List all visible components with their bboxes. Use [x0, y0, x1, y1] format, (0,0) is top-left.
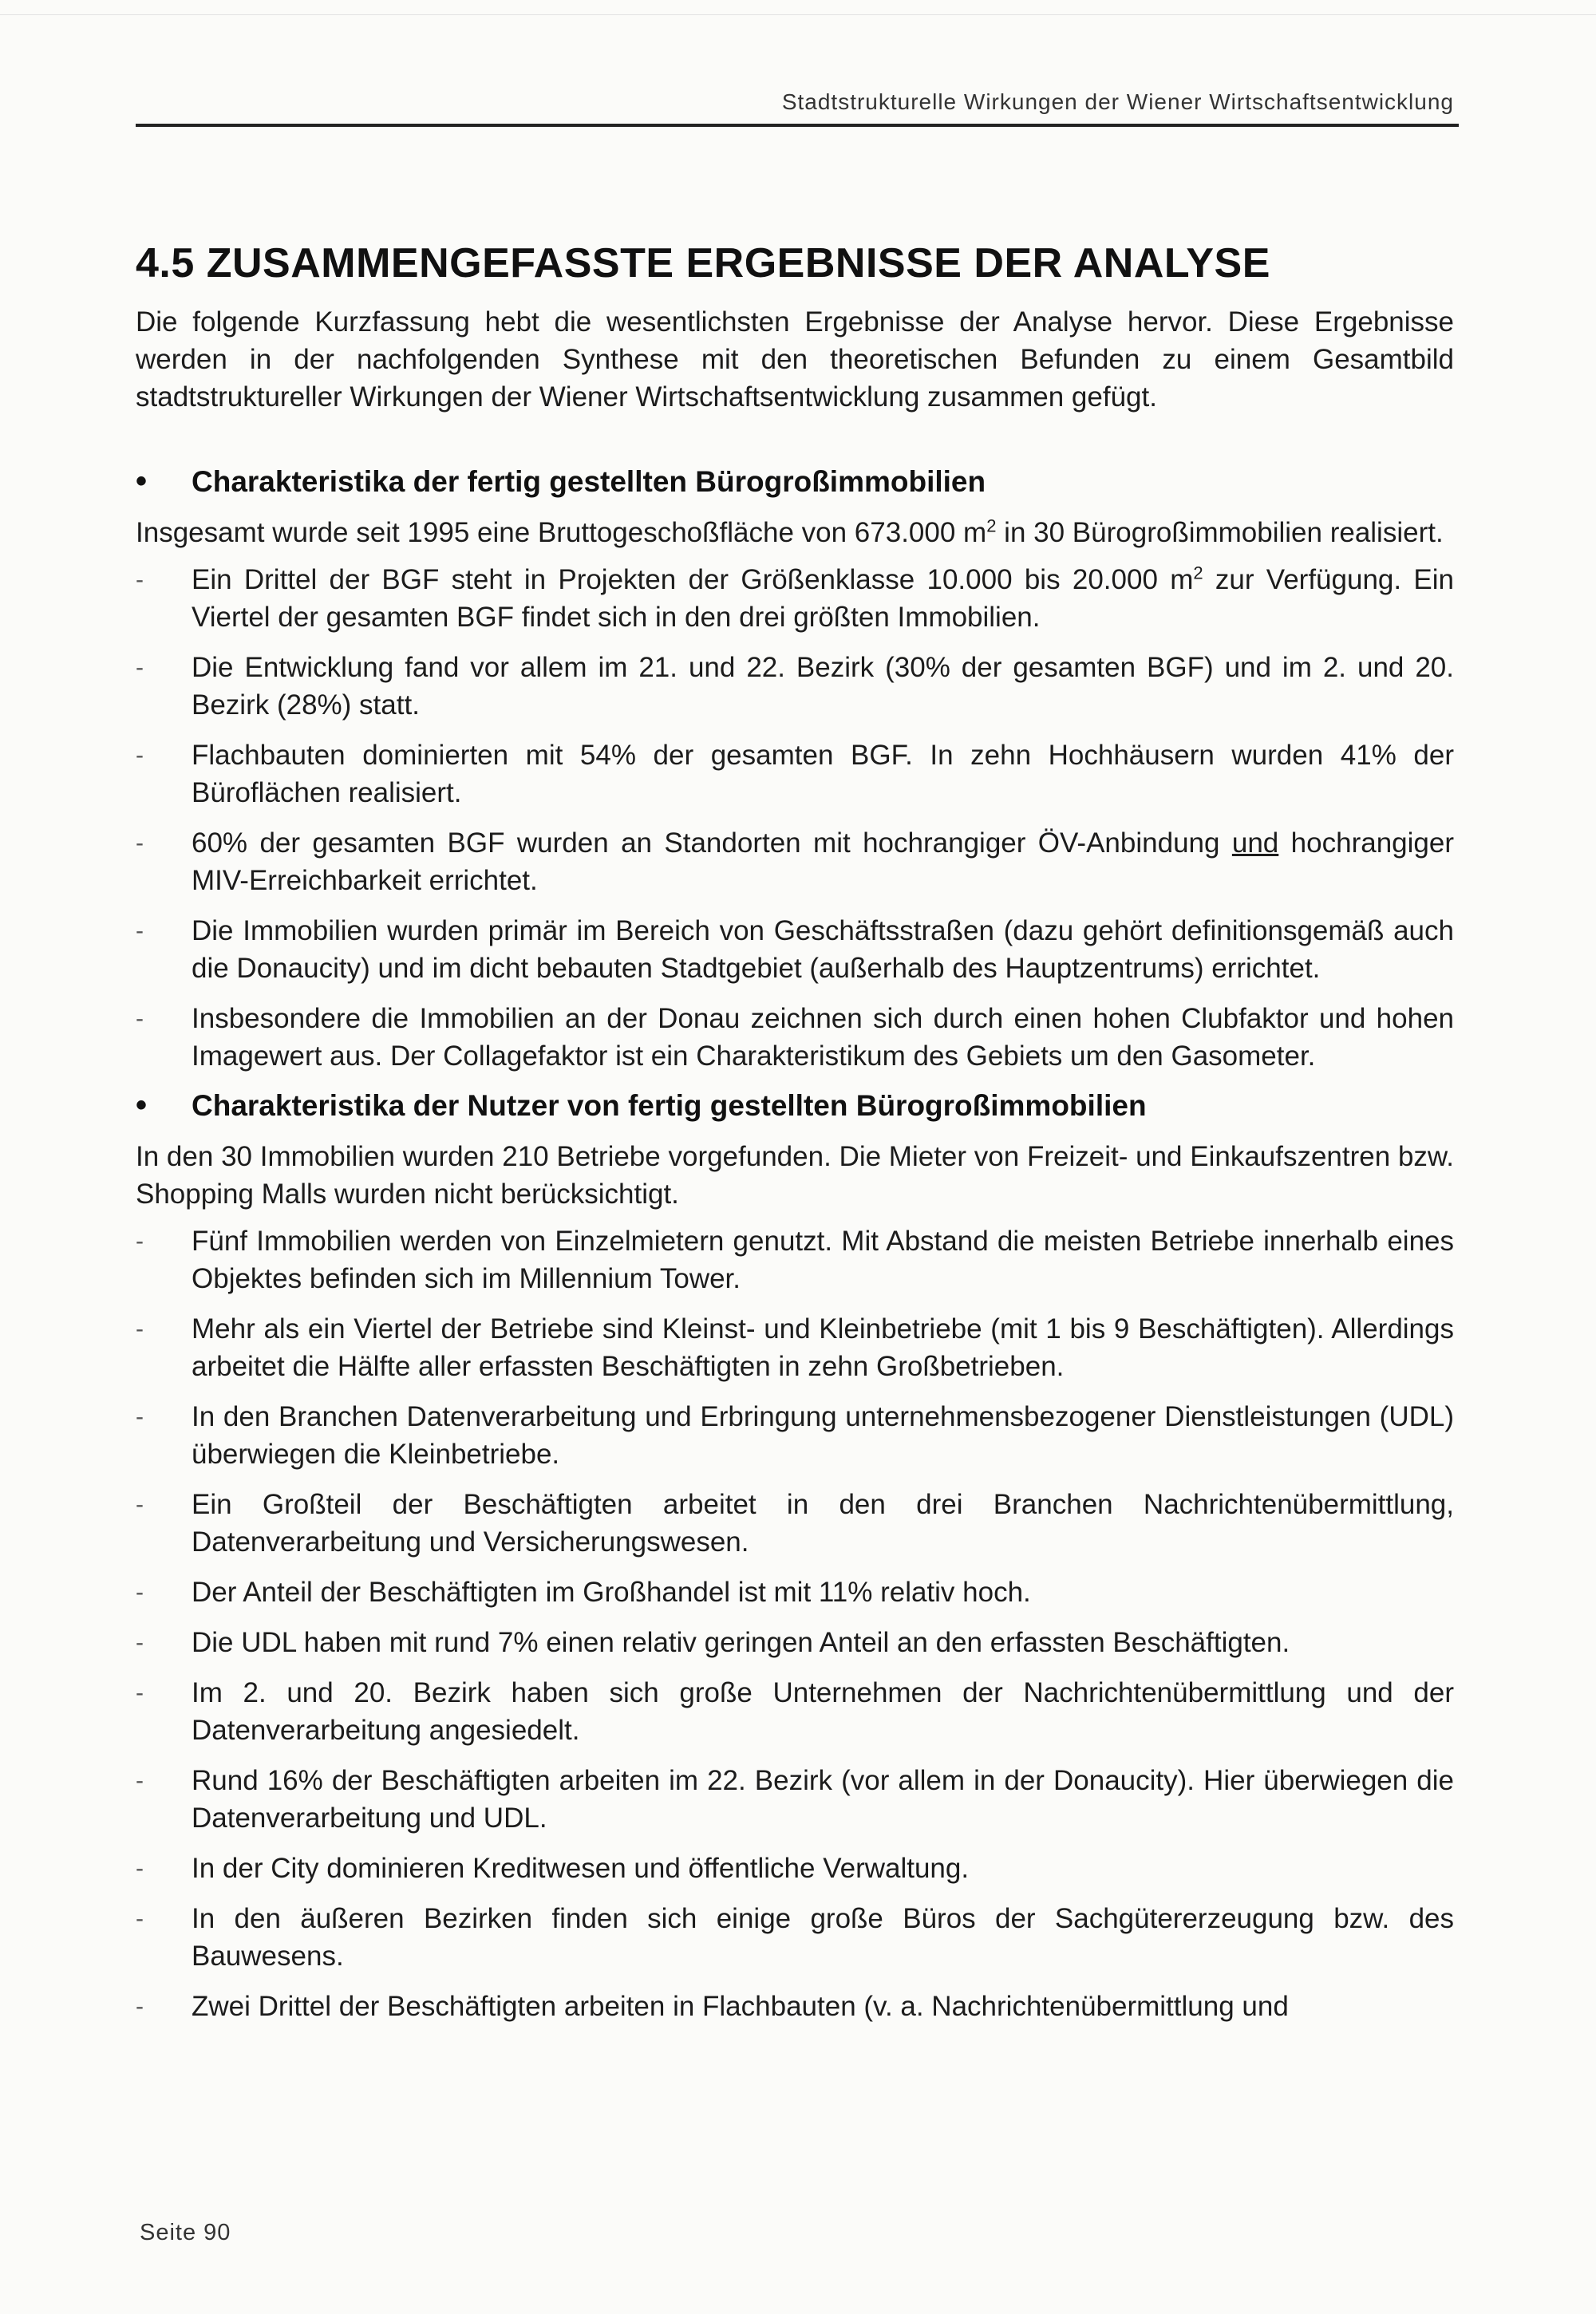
list-item-text: Im 2. und 20. Bezirk haben sich große Unternehmen der Nachrichtenübermittlung und der Datenverarbeitung angesiedelt. — [192, 1677, 1454, 1746]
dash-icon: - — [136, 1767, 144, 1794]
block1-lead: Insgesamt wurde seit 1995 eine Bruttogeschoßfläche von 673.000 $m^2$ in 30 Bürogroßimmobilien realisiert. — [136, 515, 1444, 548]
block1-heading — [136, 464, 1454, 500]
list-item-text: Mehr als ein Viertel der Betriebe sind Kleinst- und Kleinbetriebe (mit 1 bis 9 Beschäftigten). Allerdings arbeitet die Hälfte aller erfassten Beschäftigten in zehn Großbetrieben. — [192, 1313, 1454, 1382]
dash-icon: - — [136, 1491, 144, 1518]
page-number: Seite 90 — [140, 2220, 231, 2245]
list-item — [136, 649, 1454, 724]
list-item-text: In der City dominieren Kreditwesen und öffentliche Verwaltung. — [192, 1853, 970, 1884]
list-item — [136, 1624, 1454, 1661]
bullet-icon: • — [136, 464, 148, 499]
block1-list — [136, 561, 1454, 1075]
list-item-text: Flachbauten dominierten mit 54% der gesamten BGF. In zehn Hochhäusern wurden 41% der Büroflächen realisiert. — [192, 740, 1454, 808]
block2-heading — [136, 1088, 1454, 1123]
running-header: Stadtstrukturelle Wirkungen der Wiener Wirtschaftsentwicklung — [781, 89, 1454, 114]
block2-lead: In den 30 Immobilien wurden 210 Betriebe vorgefunden. Die Mieter von Freizeit- und Einkaufszentren bzw. Shopping Malls wurden nicht berücksichtigt. — [136, 1141, 1454, 1210]
list-item-text: Der Anteil der Beschäftigten im Großhandel ist mit 11% relativ hoch. — [192, 1577, 1031, 1608]
list-item — [136, 1850, 1454, 1887]
dash-icon: - — [136, 1629, 144, 1656]
list-item — [136, 1000, 1454, 1075]
list-item-text: 60% der gesamten BGF wurden an Standorten mit hochrangiger ÖV-Anbindung und hochrangiger MIV-Erreichbarkeit errichtet. — [192, 827, 1454, 896]
list-item — [136, 824, 1454, 899]
header-rule — [136, 124, 1459, 127]
dash-icon: - — [136, 567, 144, 593]
dash-icon: - — [136, 1855, 144, 1882]
block2-list — [136, 1222, 1454, 2025]
list-item-text: In den Branchen Datenverarbeitung und Erbringung unternehmensbezogener Dienstleistungen (UDL) überwiegen die Kleinbetriebe. — [192, 1401, 1454, 1470]
dash-icon: - — [136, 1005, 144, 1032]
list-item — [136, 1398, 1454, 1473]
dash-icon: - — [136, 1228, 144, 1254]
list-item — [136, 1762, 1454, 1837]
list-item-text: In den äußeren Bezirken finden sich einige große Büros der Sachgütererzeugung bzw. des Bauwesens. — [192, 1903, 1454, 1972]
scan-edge-line — [0, 14, 1596, 15]
dash-icon: - — [136, 1316, 144, 1342]
dash-icon: - — [136, 1680, 144, 1706]
list-item-text: Fünf Immobilien werden von Einzelmietern genutzt. Mit Abstand die meisten Betriebe innerhalb eines Objektes befinden sich im Millennium Tower. — [192, 1226, 1454, 1294]
list-item-text: Insbesondere die Immobilien an der Donau zeichnen sich durch einen hohen Clubfaktor und hohen Imagewert aus. Der Collagefaktor ist ein Charakteristikum des Gebiets um den Gasometer. — [192, 1003, 1454, 1072]
list-item — [136, 912, 1454, 987]
dash-icon: - — [136, 1905, 144, 1932]
list-item — [136, 561, 1454, 636]
list-item — [136, 1900, 1454, 1975]
list-item — [136, 1310, 1454, 1385]
dash-icon: - — [136, 918, 144, 944]
list-item-text: Die UDL haben mit rund 7% einen relativ geringen Anteil an den erfassten Beschäftigten. — [192, 1627, 1290, 1658]
bullet-icon: • — [136, 1088, 148, 1123]
list-item — [136, 1222, 1454, 1297]
dash-icon: - — [136, 1404, 144, 1430]
intro-paragraph: Die folgende Kurzfassung hebt die wesentlichsten Ergebnisse der Analyse hervor. Diese Ergebnisse werden in der nachfolgenden Synthese mit den theoretischen Befunden zu einem Gesamtbild stadtstruktureller Wirkungen der Wiener Wirtschaftsentwicklung zusammen gefügt. — [136, 306, 1454, 413]
list-item-text: Rund 16% der Beschäftigten arbeiten im 22. Bezirk (vor allem in der Donaucity). Hier überwiegen die Datenverarbeitung und UDL. — [192, 1765, 1454, 1834]
section-title: 4.5 ZUSAMMENGEFASSTE ERGEBNISSE DER ANALYSE — [136, 240, 1270, 286]
list-item — [136, 1988, 1454, 2025]
dash-icon: - — [136, 742, 144, 768]
list-item — [136, 1486, 1454, 1561]
list-item-text: Die Immobilien wurden primär im Bereich von Geschäftsstraßen (dazu gehört definitionsgemäß auch die Donaucity) und im dicht bebauten Stadtgebiet (außerhalb des Hauptzentrums) errichtet. — [192, 915, 1454, 984]
dash-icon: - — [136, 1993, 144, 2020]
list-item — [136, 1674, 1454, 1749]
list-item — [136, 1574, 1454, 1611]
page-content — [136, 239, 1454, 2038]
dash-icon: - — [136, 654, 144, 681]
list-item-text: Ein Großteil der Beschäftigten arbeitet in den drei Branchen Nachrichtenübermittlung, Datenverarbeitung und Versicherungswesen. — [192, 1489, 1454, 1558]
dash-icon: - — [136, 1579, 144, 1605]
block2-heading-text: Charakteristika der Nutzer von fertig gestellten Bürogroßimmobilien — [192, 1089, 1147, 1122]
list-item-text: Ein Drittel der BGF steht in Projekten der Größenklasse 10.000 bis 20.000 $m^2$ zur Verfügung. Ein Viertel der gesamten BGF findet sich in den drei größten Immobilien. — [192, 563, 1454, 633]
list-item — [136, 736, 1454, 811]
list-item-text: Die Entwicklung fand vor allem im 21. und 22. Bezirk (30% der gesamten BGF) und im 2. und 20. Bezirk (28%) statt. — [192, 652, 1454, 721]
block1-heading-text: Charakteristika der fertig gestellten Bürogroßimmobilien — [192, 465, 986, 498]
list-item-text: Zwei Drittel der Beschäftigten arbeiten in Flachbauten (v. a. Nachrichtenübermittlung und — [192, 1991, 1289, 2022]
dash-icon: - — [136, 830, 144, 856]
